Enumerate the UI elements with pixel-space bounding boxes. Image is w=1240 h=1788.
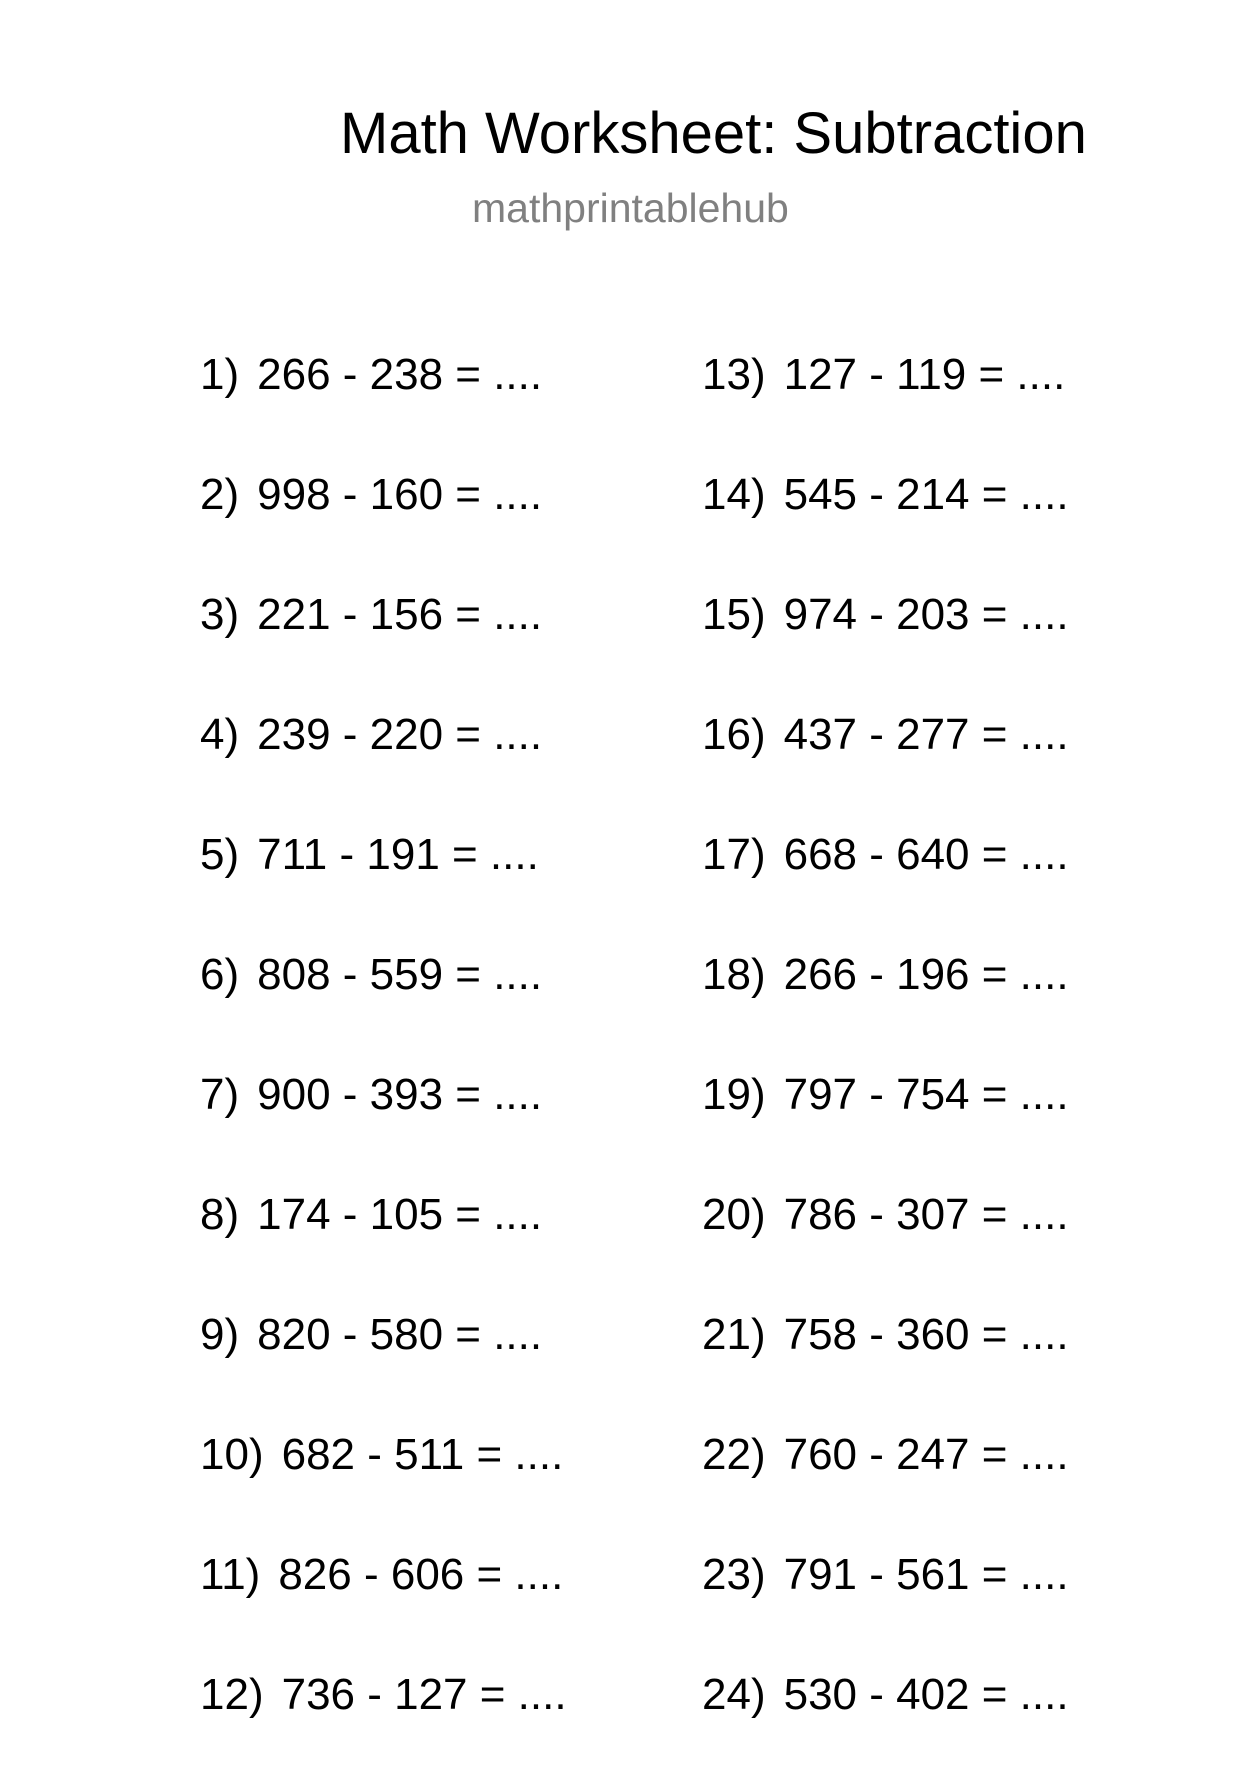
problem-item <box>702 468 1069 588</box>
problem-item <box>702 1548 1069 1668</box>
problem-number: 1) <box>200 350 240 399</box>
problem-expression: 239 - 220 = .... <box>257 710 543 759</box>
problem-item <box>702 828 1069 948</box>
problem-item <box>200 708 567 828</box>
problem-item <box>702 348 1069 468</box>
problem-number: 5) <box>200 830 240 879</box>
problem-number: 18) <box>702 950 766 999</box>
problem-expression: 736 - 127 = .... <box>281 1670 567 1719</box>
problem-expression: 808 - 559 = .... <box>257 950 543 999</box>
problem-expression: 797 - 754 = .... <box>783 1070 1069 1119</box>
problem-item <box>200 1308 567 1428</box>
problem-number: 11) <box>200 1550 261 1599</box>
problem-item <box>702 1428 1069 1548</box>
problem-item <box>200 588 567 708</box>
problem-expression: 826 - 606 = .... <box>278 1550 564 1599</box>
problem-expression: 786 - 307 = .... <box>783 1190 1069 1239</box>
problem-number: 19) <box>702 1070 766 1119</box>
problem-number: 21) <box>702 1310 766 1359</box>
problem-number: 23) <box>702 1550 766 1599</box>
problem-item <box>702 1188 1069 1308</box>
problem-number: 24) <box>702 1670 766 1719</box>
worksheet-subtitle: mathprintablehub <box>472 185 789 231</box>
problem-expression: 682 - 511 = .... <box>281 1430 564 1479</box>
problem-number: 22) <box>702 1430 766 1479</box>
problem-number: 4) <box>200 710 240 759</box>
problem-item <box>200 828 567 948</box>
problem-number: 8) <box>200 1190 240 1239</box>
problem-expression: 900 - 393 = .... <box>257 1070 543 1119</box>
problem-expression: 530 - 402 = .... <box>783 1670 1069 1719</box>
problem-item <box>200 1548 567 1668</box>
problem-expression: 266 - 238 = .... <box>257 350 543 399</box>
problem-item <box>702 1308 1069 1428</box>
problem-number: 13) <box>702 350 766 399</box>
problem-expression: 791 - 561 = .... <box>783 1550 1069 1599</box>
problem-expression: 174 - 105 = .... <box>257 1190 543 1239</box>
problem-item <box>200 948 567 1068</box>
problem-number: 16) <box>702 710 766 759</box>
problem-expression: 437 - 277 = .... <box>783 710 1069 759</box>
problem-number: 17) <box>702 830 766 879</box>
problem-expression: 266 - 196 = .... <box>783 950 1069 999</box>
problem-expression: 758 - 360 = .... <box>783 1310 1069 1359</box>
problem-number: 15) <box>702 590 766 639</box>
problem-item <box>702 948 1069 1068</box>
worksheet-title: Math Worksheet: Subtraction <box>340 101 1087 166</box>
problem-item <box>702 588 1069 708</box>
problem-number: 6) <box>200 950 240 999</box>
problem-number: 20) <box>702 1190 766 1239</box>
problem-expression: 974 - 203 = .... <box>783 590 1069 639</box>
problem-column-right <box>702 348 1069 1788</box>
problem-item <box>702 1668 1069 1788</box>
problem-expression: 127 - 119 = .... <box>783 350 1066 399</box>
problem-expression: 998 - 160 = .... <box>257 470 543 519</box>
problem-item <box>200 348 567 468</box>
problem-item <box>200 1068 567 1188</box>
problem-number: 12) <box>200 1670 264 1719</box>
problem-number: 14) <box>702 470 766 519</box>
problem-expression: 711 - 191 = .... <box>257 830 539 879</box>
problem-item <box>702 1068 1069 1188</box>
problem-expression: 668 - 640 = .... <box>783 830 1069 879</box>
problem-item <box>200 1428 567 1548</box>
problem-column-left <box>200 348 567 1788</box>
problem-number: 10) <box>200 1430 264 1479</box>
problem-item <box>200 1668 567 1788</box>
problem-item <box>200 468 567 588</box>
problem-item <box>200 1188 567 1308</box>
problem-expression: 545 - 214 = .... <box>783 470 1069 519</box>
problem-item <box>702 708 1069 828</box>
problem-expression: 820 - 580 = .... <box>257 1310 543 1359</box>
problem-expression: 221 - 156 = .... <box>257 590 543 639</box>
problem-number: 7) <box>200 1070 240 1119</box>
problem-number: 2) <box>200 470 240 519</box>
problem-expression: 760 - 247 = .... <box>783 1430 1069 1479</box>
problem-number: 9) <box>200 1310 240 1359</box>
problem-number: 3) <box>200 590 240 639</box>
